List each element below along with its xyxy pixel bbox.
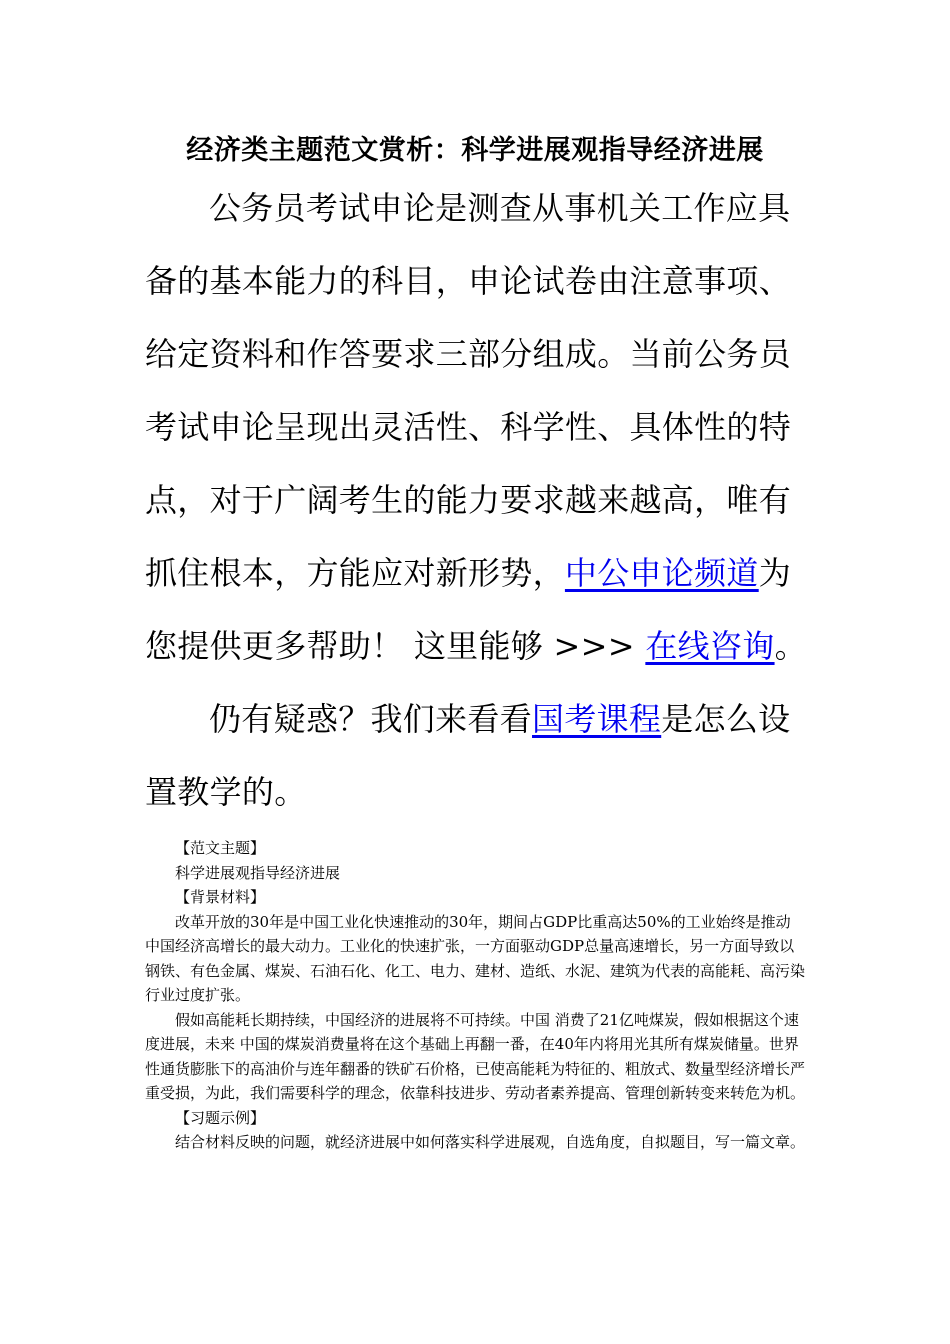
exercise-text: 结合材料反映的问题，就经济进展中如何落实科学进展观，自选角度，自拟题目，写一篇文章。 — [175, 1133, 806, 1151]
topic-text: 科学进展观指导经济进展 — [175, 863, 341, 882]
background-paragraph-2: 假如高能耗长期持续，中国经济的进展将不可持续。中国 消费了21亿吨煤炭，假如根据这个速度进展，未来 中国的煤炭消费量将在这个基础上再翻一番，在40年内将用光其所有煤炭储量。世界性通货膨胀下的高油价与连年翻番的铁矿石价格，已使高能耗为特征的、粗放式、数量型经济增长严重受损，为此，我们需要科学的理念，依靠科技进步、劳动者素养提高、管理创新转变来转危为机。 — [145, 1010, 806, 1102]
document-title: 经济类主题范文赏析：科学进展观指导经济进展 — [186, 135, 764, 166]
exercise-heading: 【习题示例】 — [175, 1108, 266, 1127]
background-heading: 【背景材料】 — [175, 888, 266, 906]
intro-text-mid: 为您提供更多帮助！ 这里能够 >>> — [145, 554, 792, 665]
intro-question-text: 仍有疑惑？我们来看看 — [209, 700, 533, 738]
zhonggong-shenlun-channel-link[interactable]: 中公申论频道 — [564, 554, 759, 592]
intro-paragraph-1 — [145, 172, 810, 683]
online-consult-link[interactable]: 在线咨询 — [645, 627, 775, 665]
background-paragraph-1: 改革开放的30年是中国工业化快速推动的30年，期间占GDP比重高达50%的工业始终是推动中国经济高增长的最大动力。工业化的快速扩张，一方面驱动GDP总量高速增长，另一方面导致以钢铁、有色金属、煤炭、石油石化、化工、电力、建材、造纸、水泥、建筑为代表的高能耗、高污染行业过度扩张。 — [145, 912, 806, 1004]
intro-block — [145, 172, 810, 829]
topic-heading: 【范文主题】 — [175, 839, 266, 857]
intro-text: 公务员考试申论是测查从事机关工作应具备的基本能力的科目，申论试卷由注意事项、给定资料和作答要求三部分组成。当前公务员考试申论呈现出灵活性、科学性、具体性的特点，对于广阔考生的能力要求越来越高，唯有抓住根本，方能应对新形势， — [145, 189, 792, 592]
national-exam-course-link[interactable]: 国考课程 — [532, 700, 662, 738]
intro-paragraph-2 — [145, 683, 810, 829]
essay-body — [145, 836, 805, 1155]
intro-text-end: 。 — [774, 627, 807, 665]
intro-question-end: 是怎么设置教学的。 — [145, 700, 791, 811]
